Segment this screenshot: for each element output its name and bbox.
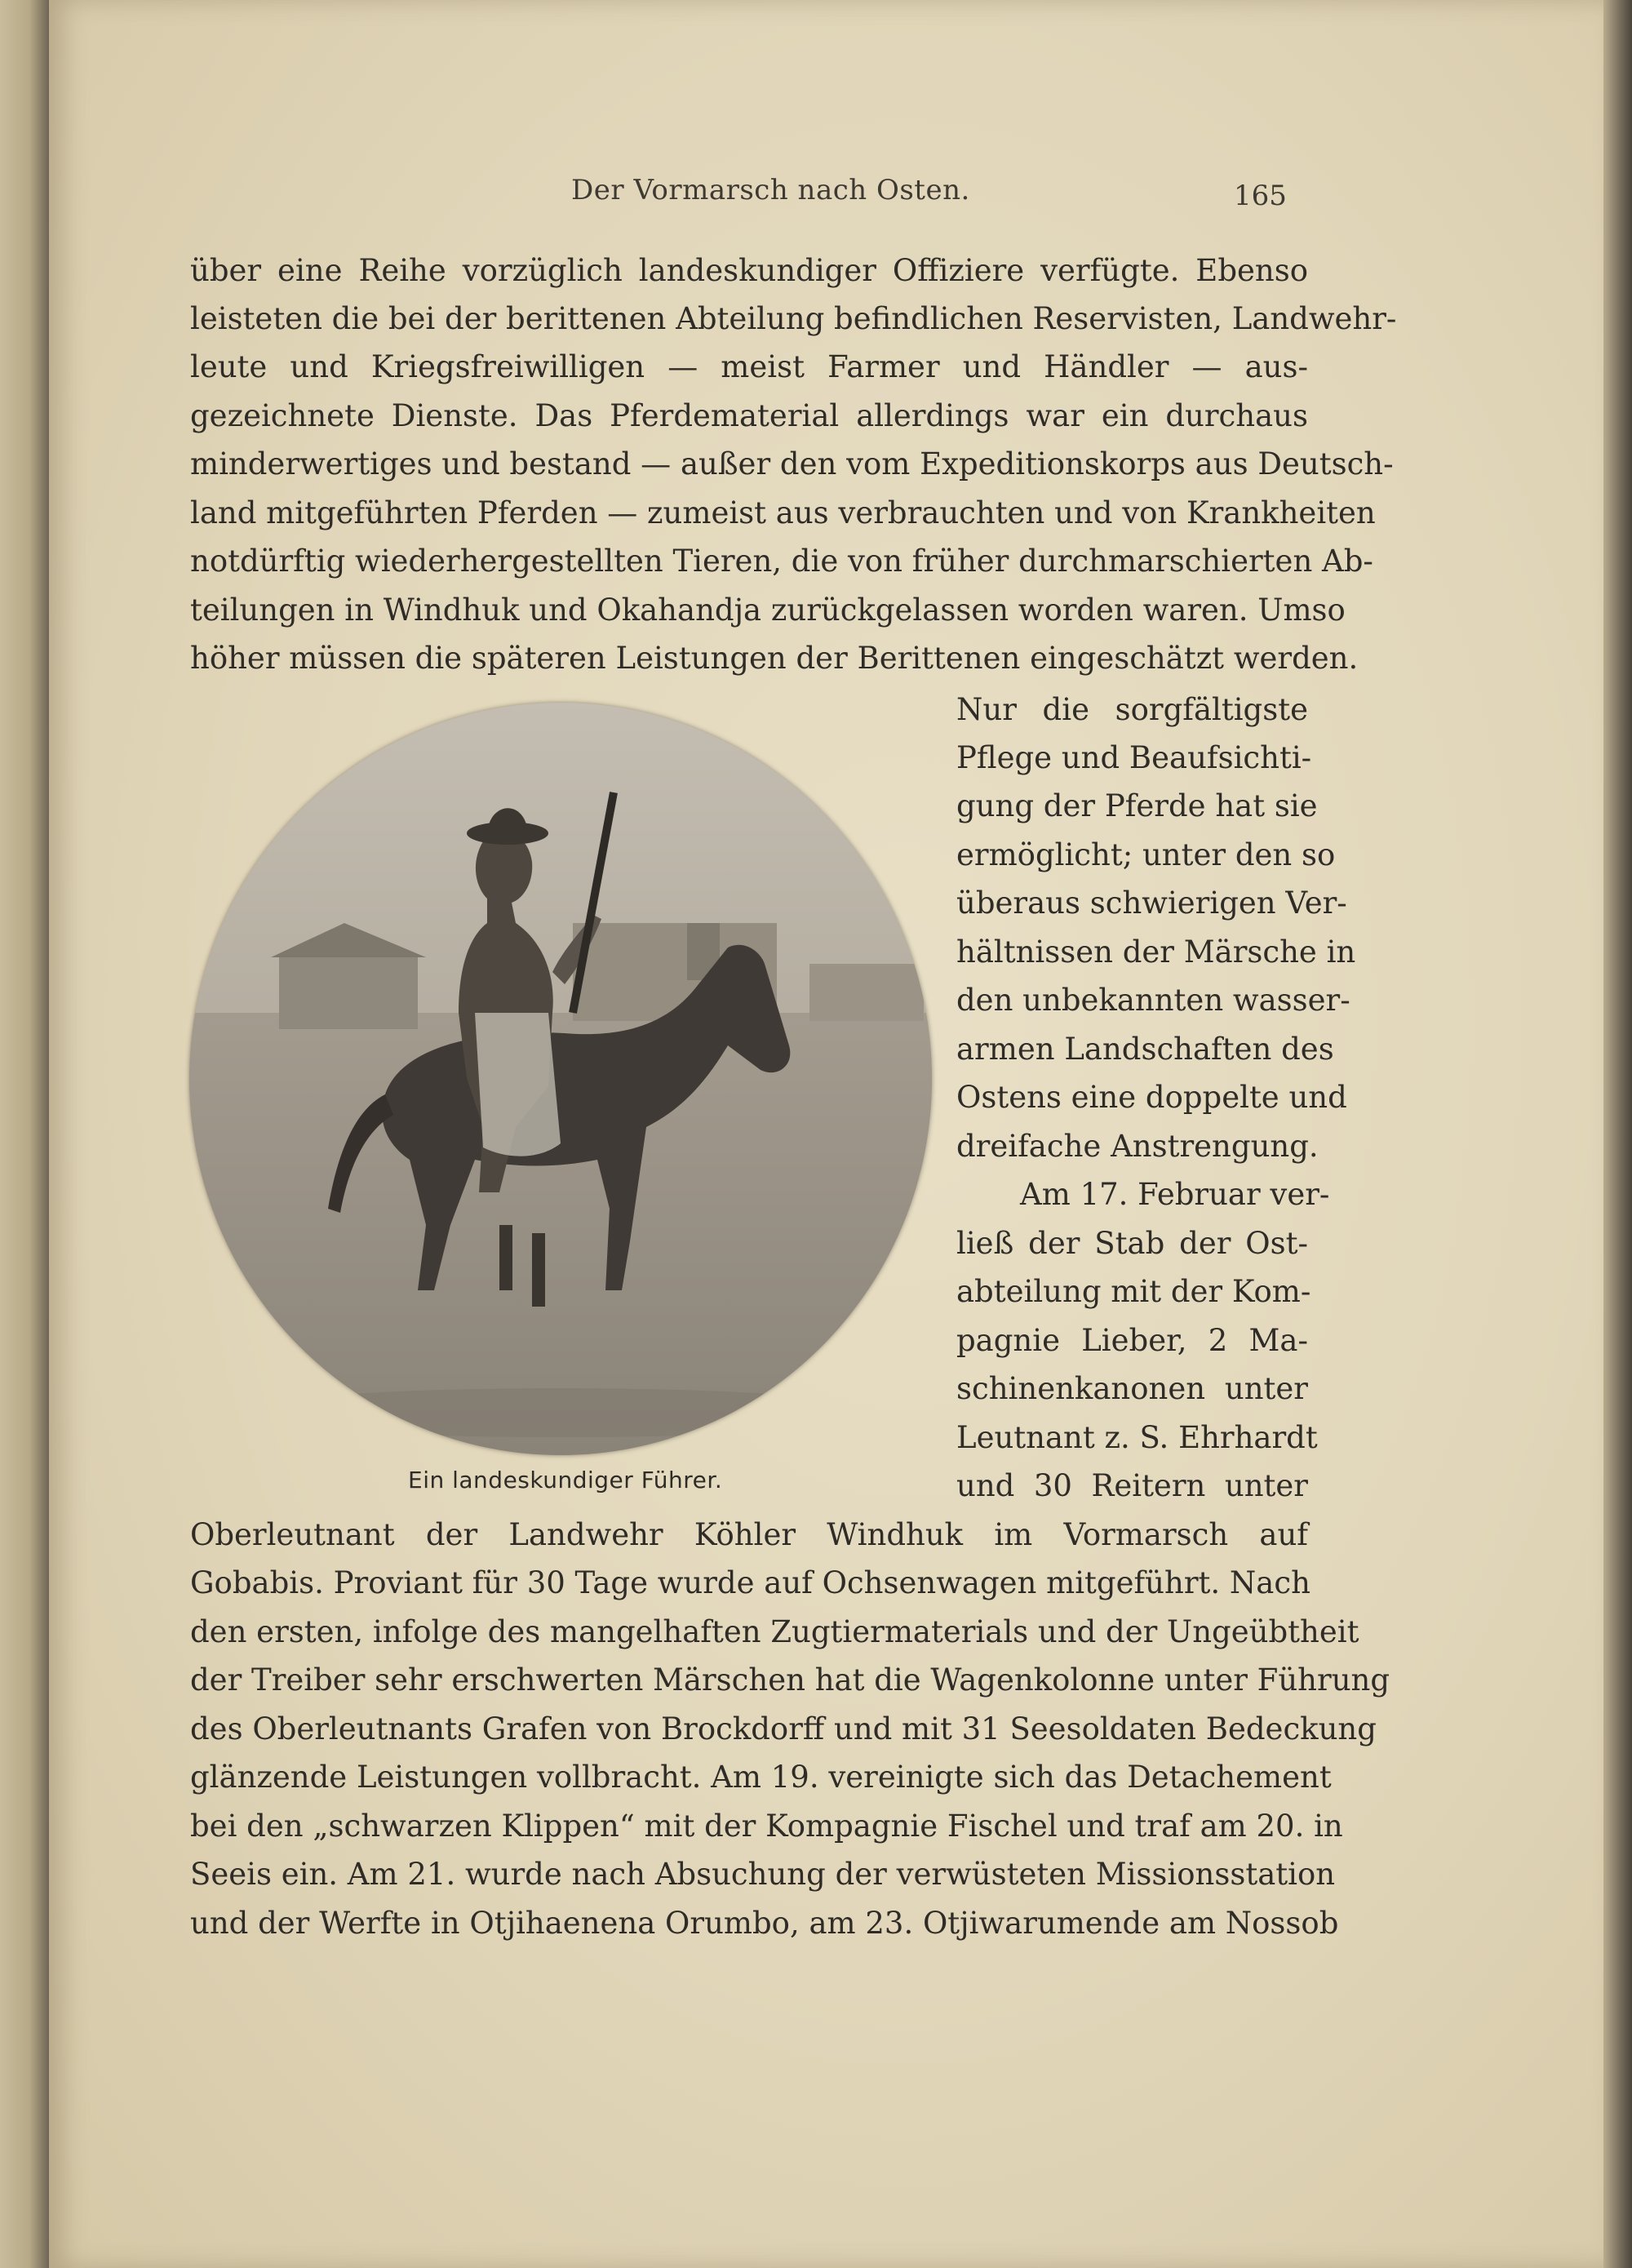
text-line: überaus schwierigen Ver- (956, 885, 1347, 921)
facing-page-edge (0, 0, 49, 2268)
text-line: armen Landschaften des (956, 1032, 1334, 1067)
page-number: 165 (1234, 180, 1287, 212)
figure-caption: Ein landeskundiger Führer. (408, 1467, 723, 1494)
text-line: teilungen in Windhuk und Okahandja zurückgelassen worden waren. Umso (190, 593, 1346, 628)
text-line: ließ der Stab der Ost- (956, 1226, 1308, 1261)
text-line: schinenkanonen unter (956, 1371, 1308, 1406)
text-line: Oberleutnant der Landwehr Köhler Windhuk im Vormarsch auf (190, 1517, 1308, 1552)
running-title: Der Vormarsch nach Osten. (571, 174, 970, 206)
text-line: Nur die sorgfältigste (956, 692, 1308, 727)
text-line: Leutnant z. S. Ehrhardt (956, 1420, 1318, 1455)
text-line: gezeichnete Dienste. Das Pferdematerial allerdings war ein durchaus (190, 398, 1308, 433)
text-line: Gobabis. Proviant für 30 Tage wurde auf Ochsenwagen mitgeführt. Nach (190, 1565, 1310, 1600)
text-line: ermöglicht; unter den so (956, 837, 1336, 872)
horse-rider-photo-icon (189, 703, 932, 1455)
text-line: Seeis ein. Am 21. wurde nach Absuchung der verwüsteten Missionsstation (190, 1857, 1336, 1892)
text-line: pagnie Lieber, 2 Ma- (956, 1323, 1308, 1358)
text-line: des Oberleutnants Grafen von Brockdorff und mit 31 Seesoldaten Bedeckung (190, 1711, 1377, 1746)
text-line: über eine Reihe vorzüglich landeskundiger Offiziere verfügte. Ebenso (190, 253, 1308, 288)
text-line: den unbekannten wasser- (956, 983, 1350, 1018)
text-line: Ostens eine doppelte und (956, 1080, 1347, 1115)
text-line: notdürftig wiederhergestellten Tieren, die von früher durchmarschierten Ab- (190, 544, 1373, 579)
text-line: der Treiber sehr erschwerten Märschen hat die Wagenkolonne unter Führung (190, 1662, 1390, 1698)
text-line: bei den „schwarzen Klippen“ mit der Kompagnie Fischel und traf am 20. in (190, 1809, 1343, 1844)
text-line: minderwertiges und bestand — außer den vom Expeditionskorps aus Deutsch- (190, 446, 1394, 482)
text-line: leisteten die bei der berittenen Abteilung befindlichen Reservisten, Landwehr- (190, 301, 1397, 336)
text-line: den ersten, infolge des mangelhaften Zugtiermaterials und der Ungeübtheit (190, 1614, 1359, 1649)
text-line: abteilung mit der Kom- (956, 1274, 1311, 1309)
text-line: glänzende Leistungen vollbracht. Am 19. vereinigte sich das Detachement (190, 1760, 1332, 1795)
text-line: und der Werfte in Otjihaenena Orumbo, am 23. Otjiwarumende am Nossob (190, 1906, 1339, 1941)
text-line: höher müssen die späteren Leistungen der Berittenen eingeschätzt werden. (190, 641, 1359, 676)
text-line: und 30 Reitern unter (956, 1468, 1308, 1503)
text-line: land mitgeführten Pferden — zumeist aus verbrauchten und von Krankheiten (190, 495, 1376, 530)
text-line: dreifache Anstrengung. (956, 1129, 1319, 1164)
text-line: gung der Pferde hat sie (956, 788, 1318, 823)
text-line: hältnissen der Märsche in (956, 934, 1356, 970)
text-line: Pflege und Beaufsichti- (956, 740, 1312, 775)
page-gutter-edge (1603, 0, 1632, 2268)
text-line: leute und Kriegsfreiwilligen — meist Farmer und Händler — aus- (190, 349, 1308, 384)
text-line: Am 17. Februar ver- (1020, 1177, 1330, 1212)
